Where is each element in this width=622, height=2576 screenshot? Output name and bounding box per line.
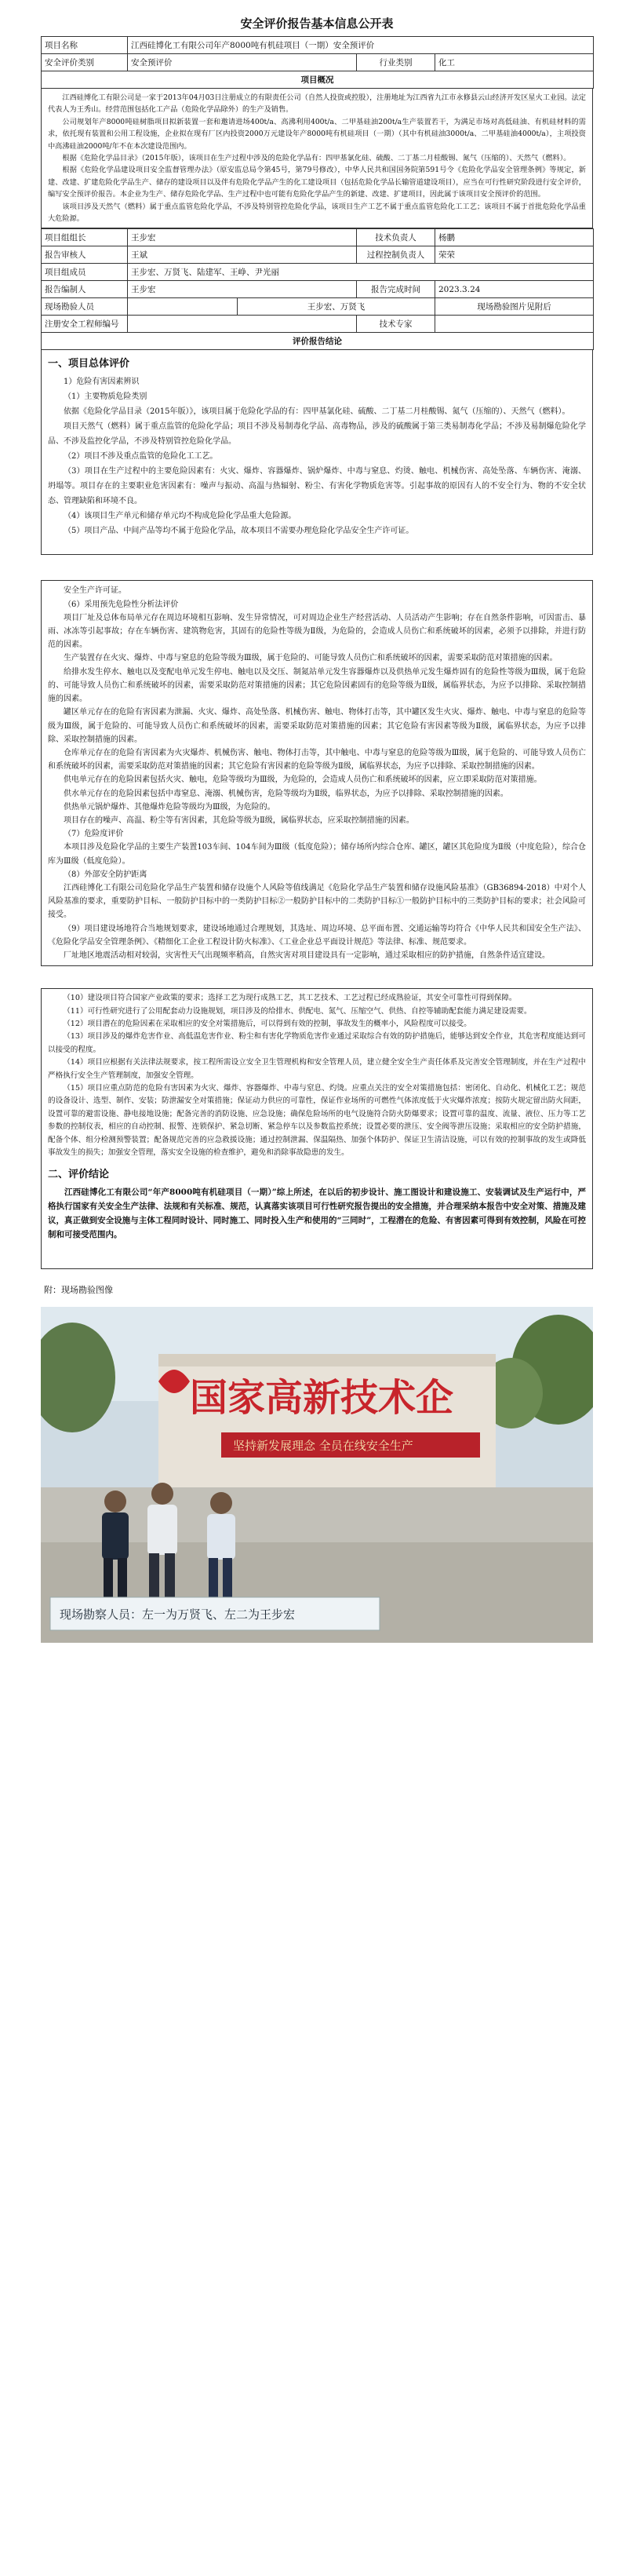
section2-paragraph: 供水单元存在的危险因素包括中毒窒息、淹溺、机械伤害，危险等级均为Ⅱ级，临界状态，为应予以排除、采取控制措施的因素。 [64,789,508,798]
section2-paragraph: 项目厂址及总体布局单元存在周边环境相互影响、发生异常情况，可对周边企业生产经营活动、人员活动产生影响；存在自然条件影响，可因雷击、暴雨、冰冻等引起事故；存在车辆伤害、建筑物危害，其固有的危险性等级为Ⅱ级，为危险的，会造成人员伤亡和系统破坏的因素，必须予以排除，并进行防范的因素。 [48,613,586,650]
photo-caption: 现场勘察人员：左一为万贤飞、左二为王步宏 [60,1607,296,1622]
engineer-label: 注册安全工程师编号 [42,316,128,333]
site-photo-label: 现场勘验图片见附后 [435,298,594,316]
site-note [128,298,238,316]
section2-paragraph: 给排水发生停水、触电以及变配电单元发生停电、触电以及交压、制氮站单元发生容器爆炸以及供热单元发生爆炸固有的危险性等级为Ⅲ级，属于危险的、可能导致人员伤亡和系统破坏的因素，需要采取防范对策措施的因素；其它危险因素固有的危险等级为Ⅱ级，属临界状态，为应予以排除、采取控制措施的因素。 [48,667,586,704]
section3-paragraph: （15）项目应重点防范的危险有害因素为火灾、爆炸、容器爆炸、中毒与窒息、灼烫。应重点关注的安全对策措施包括：密闭化、自动化、机械化工艺；规范的设备设计、选型、制作、安装；防泄漏安全对策措施；保证动力供应的可靠性，保证作业场所的可燃性气体浓度低于火灾爆炸浓度；按防火规定留出防火间距，设置可靠的避雷设施、静电接地设施；配备完善的消防设施、应急设施；确保危险场所的电气设施符合防火防爆要求；设置可靠的温度、流量、液位、压力等工艺参数的控制仪表，相应的自动控制、报警、连锁保护、紧急切断、紧急停车以及参数监控系统；设置必要的泄压、安全阀等泄压设施；采取相应的安全防护措施，配备个体、组分检测预警装置；配备规范完善的应急救援设施；通过控制泄漏、保温隔热、加强个体防护、保证卫生清洁设施，可以有效的控制事故的发生或降低事故发生的损失；加强安全管理，落实安全设施的检查维护，避免和消除事故隐患的发生。 [48,1084,586,1158]
industry-label: 行业类别 [357,54,435,71]
eval-title: 二、评价结论 [48,1169,110,1181]
conclusion-header: 评价报告结论 [42,333,594,350]
document-page [41,11,593,1643]
author-value: 王步宏 [128,281,357,298]
section2-paragraph: （6）采用预先危险性分析法评价 [64,600,179,609]
overview-label: 项目概况 [42,71,594,89]
overview-section [41,89,593,228]
section2-paragraph: 江西硅博化工有限公司危险化学品生产装置和储存设施个人风险等值线满足《危险化学品生产装置和储存设施风险基准》（GB36894-2018）中对个人风险基准的要求，重要防护目标、一般防护目标中的一类防护目标②一般防护目标中的二类防护目标①一般防护目标中的三类防护目标的要求；社会风险可接受。 [48,883,586,920]
process-auditor-label: 过程控制负责人 [357,246,435,264]
leader-label: 项目组组长 [42,229,128,246]
section2-paragraph: （7）危险度评价 [64,830,124,839]
reviewer-value: 王斌 [128,246,357,264]
section2-paragraph: 仓库单元存在的危险有害因素为火灾爆炸、机械伤害、触电、物体打击等，其中触电、中毒与窒息的危险等级为Ⅲ级，属于危险的、可能导致人员伤亡和系统破坏的因素，需要采取防范对策措施的因素；其它危险有害因素的危险等级为Ⅱ级，属临界状态，为应予以排除、采取控制措施的因素。 [48,748,586,772]
section1-title: 一、项目总体评价 [48,358,130,370]
section1-paragraph: （5）项目产品、中间产品等均不属于危险化学品，故本项目不需要办理危险化学品安全生产许可证。 [64,527,414,536]
info-table [41,36,594,89]
tech-lead-value: 杨鹏 [435,229,594,246]
overview-paragraph: 江西硅博化工有限公司是一家于2013年04月03日注册成立的有限责任公司（自然人投资或控股），注册地址为江西省九江市永修县云山经济开发区星火工业园。法定代表人为王秀山。经营范围包括化工产品（危险化学品除外）的生产及销售。 [48,93,586,115]
section2-paragraph: 安全生产许可证。 [64,586,126,596]
section2-paragraph: 厂址地区地震活动相对较弱，灾害性天气出现频率稍高，自然灾害对项目建设具有一定影响，通过采取相应的防护措施，自然条件适宜建设。 [64,950,550,960]
section3-paragraph: （10）建设项目符合国家产业政策的要求；选择工艺为现行成熟工艺，其工艺技术、工艺过程已经成熟验证，其安全可靠性可得到保障。 [63,994,517,1003]
members-label: 项目组成员 [42,264,128,281]
people-table [41,228,594,350]
section1-paragraph: （1）主要物质危险类别 [64,392,147,402]
section1-paragraph: 项目天然气（燃料）属于重点监管的危险化学品；项目不涉及易制毒化学品、高毒物品，涉及的硫酸属于第三类易制毒化学品；不涉及易制爆危险化学品、不涉及监控化学品，不涉及特别管控危险化学品。 [48,422,586,447]
overview-paragraph: 该项目涉及天然气（燃料）属于重点监管危险化学品，不涉及特别管控危险化学品，该项目生产工艺不属于重点监管危险化工工艺；该项目不属于首批危险化学品重大危险源。 [48,202,586,224]
section2-paragraph: 供电单元存在的危险因素包括火灾、触电，危险等级均为Ⅲ级，为危险的，会造成人员伤亡和系统破坏的因素，应立即采取防范对策措施。 [64,775,542,785]
overview-paragraph: 根据《危险化学品建设项目安全监督管理办法》（原安监总局令第45号，第79号修改），中华人民共和国国务院第591号令《危险化学品安全管理条例》等规定，新建、改建、扩建危险化学品生产、储存的建设项目以及伴有危险化学品产生的化工建设项目（包括危险化学品长输管道建设项目），应当在可行性研究阶段进行安全评价，编写安全预评价报告。本企业为生产、储存危险化学品、生产过程中也可能有危险化学品产生的新建、改建、扩建项目，因此属于该项目安全预评价的范围。 [48,166,586,199]
tech-lead-label: 技术负责人 [357,229,435,246]
section1-paragraph: （2）项目不涉及重点监管的危险化工工艺。 [64,452,218,462]
page-gap-2 [41,966,593,988]
document-title: 安全评价报告基本信息公开表 [240,16,394,31]
date-label: 报告完成时间 [357,281,435,298]
overview-paragraph: 公司规划年产8000吨硅树脂项目拟新装置一套和邀请进场400t/a、高沸利用400t/a、二甲基硅油200t/a生产装置若干，为满足市场对高低硅油、有机硅材料的需求，依托现有装置和公用工程设施，企业拟在现有厂区内投资2000万元建设年产8000吨有机硅项目（一期）（其中有机硅油3000t/a、二甲基硅油4000t/a），主项投资中高沸硅油2000吨/年不在本次建设范围内。 [48,117,586,151]
section-hazard-analysis [41,580,593,966]
site-label: 现场勘验人员 [42,298,128,316]
overview-paragraph: 根据《危险化学品目录》（2015年版），该项目在生产过程中涉及的危险化学品有：四甲基氯化硅、硫酸、二丁基二月桂酸锡、氮气（压缩的）、天然气（燃料）。 [62,154,571,163]
section3-paragraph: （13）项目涉及的爆炸危害作业、高低温危害作业、粉尘和有害化学物质危害作业通过采取综合有效的防护措施后，能够达到安全作业，其危害程度能达到可以接受的程度。 [48,1032,586,1054]
section3-body [42,992,592,1159]
section3-paragraph: （12）项目潜在的危险因素在采取相应的安全对策措施后，可以得到有效的控制，事故发生的概率小，风险程度可以接受。 [63,1019,471,1028]
section2-paragraph: 生产装置存在火灾、爆炸、中毒与窒息的危险等级为Ⅲ级，属于危险的、可能导致人员伤亡和系统破坏的因素，需要采取防范对策措施的因素。 [64,654,558,663]
date-value: 2023.3.24 [435,281,594,298]
eval-type-label: 安全评价类别 [42,54,128,71]
leader-value: 王步宏 [128,229,357,246]
eval-type-value: 安全预评价 [128,54,357,71]
section1-paragraph: （4）该项目生产单元和储存单元均不构成危险化学品重大危险源。 [64,512,296,521]
expert-value [435,316,594,333]
section1-paragraph: （3）项目在生产过程中的主要危险因素有：火灾、爆炸、容器爆炸、锅炉爆炸、中毒与窒息、灼烫、触电、机械伤害、高处坠落、车辆伤害、淹溺、坍塌等。项目存在的主要职业危害因素有：噪声与振动、高温与热辐射、粉尘、有害化学物质危害等。引起事故的原因有人的不安全行为、物的不安全状态、管理缺陷和环境不良。 [48,467,586,506]
appendix-label: 附：现场勘验图像 [44,1284,113,1295]
site-value: 王步宏、万贤飞 [238,298,435,316]
reviewer-label: 报告审核人 [42,246,128,264]
section2-paragraph: （9）项目建设场地符合当地规划要求，建设场地通过合理规划，其选址、周边环境、总平面布置、交通运输等均符合《中华人民共和国安全生产法》、《危险化学品安全管理条例》、《精细化工企业工程设计防火标准》、《工业企业总平面设计规范》等法律、标准、规范要求。 [48,924,586,947]
members-value: 王步宏、万贤飞、陆建军、王峥、尹光丽 [128,264,594,281]
eval-text: 江西硅博化工有限公司“年产8000吨有机硅项目（一期）”综上所述，在以后的初步设计、施工图设计和建设施工、安装调试及生产运行中，严格执行国家有关安全生产法律、法规和有关标准、规范，认真落实该项目可行性研究报告提出的安全措施，并合理采纳本报告中安全对策、措施及建议，真正做到安全设施与主体工程同时设计、同时施工、同时投入生产和使用的“三同时”，工程潜在的危险、有害因素可得到有效控制，风险在可控制和可接受范围内。 [48,1187,586,1239]
section3-paragraph: （11）可行性研究进行了公用配套动力设施规划，项目涉及的给排水、供配电、氮气、压缩空气、供热、自控等辅助配套能力满足建设需要。 [63,1006,532,1016]
section-overall-eval [41,350,593,555]
section2-paragraph: 罐区单元存在的危险有害因素为泄漏、火灾、爆炸、高处坠落、机械伤害、触电、物体打击等，其中罐区发生火灾、爆炸、触电、中毒与窒息的危险等级为Ⅲ级，属于危险的、可能导致人员伤亡和系统破坏的因素，需要采取防范对策措施的因素；其它危险有害因素等级为Ⅱ级，属临界状态，为应予以排除、采取控制措施的因素。 [48,708,586,744]
banner-text: 国家高新技术企 [190,1375,454,1420]
site-photo-illustration [41,1307,593,1643]
author-label: 报告编制人 [42,281,128,298]
section2-paragraph: 项目存在的噪声、高温、粉尘等有害因素，其危险等级为Ⅱ级，属临界状态，应采取控制措施的因素。 [64,815,414,825]
section2-paragraph: 供热单元锅炉爆炸、其他爆炸危险等级均为Ⅲ级，为危险的。 [64,802,275,812]
industry-value: 化工 [435,54,594,71]
site-photo [41,1307,593,1643]
section3-paragraph: （14）项目应根据有关法律法规要求，按工程所需设立安全卫生管理机构和安全管理人员，建立健全安全生产责任体系及完善安全管理制度，并在生产过程中严格执行安全生产管理制度，加强安全管理。 [48,1058,586,1080]
project-name-value: 江西硅博化工有限公司年产8000吨有机硅项目（一期）安全预评价 [128,37,594,54]
section2-paragraph: （8）外部安全防护距离 [64,870,147,879]
section1-body [42,374,592,538]
process-auditor-value: 荣荣 [435,246,594,264]
section-conclusion [41,988,593,1269]
section1-paragraph: 依据《危险化学品目录（2015年版）》，该项目属于危险化学品的有：四甲基氯化硅、硫酸、二丁基二月桂酸锡、氮气（压缩的）、天然气（燃料）。 [64,407,570,417]
section1-paragraph: 1）危险有害因素辨识 [64,378,140,387]
sign-text: 坚持新发展理念 全员在线安全生产 [233,1438,413,1453]
page-gap-1 [41,555,593,580]
section2-paragraph: 本项目涉及危险化学品的主要生产装置103车间、104车间为Ⅲ级（低度危险）；储存场所内综合仓库、罐区，罐区其危险度为Ⅱ级（中度危险），综合仓库为Ⅲ级（低度危险）。 [48,843,586,866]
engineer-value [128,316,357,333]
project-name-label: 项目名称 [42,37,128,54]
expert-label: 技术专家 [357,316,435,333]
